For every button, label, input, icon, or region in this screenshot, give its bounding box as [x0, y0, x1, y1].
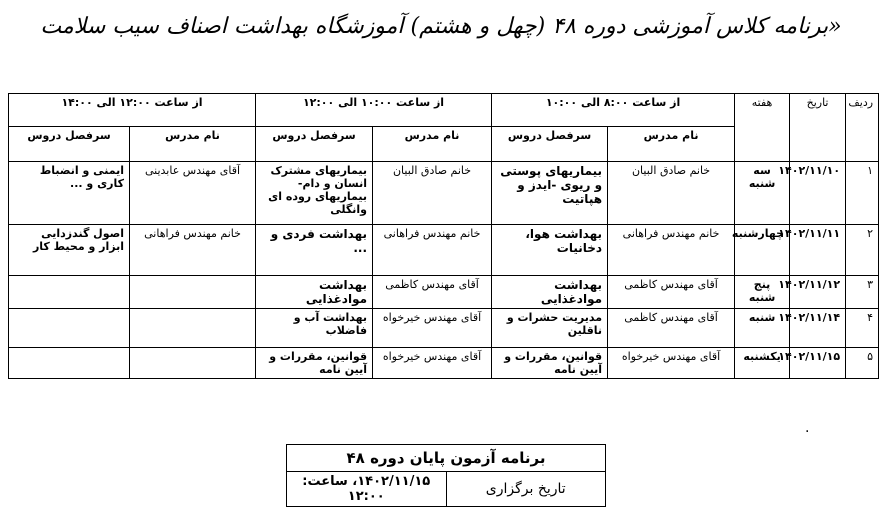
row-date: ۱۴۰۲/۱۱/۱۱	[790, 225, 846, 276]
topics-header: سرفصل دروس	[256, 127, 373, 162]
teacher-header: نام مدرس	[608, 127, 735, 162]
teacher-cell: آقای مهندس خیرخواه	[373, 309, 492, 348]
topics-header: سرفصل دروس	[9, 127, 130, 162]
teacher-cell: آقای مهندس کاظمی	[608, 276, 735, 309]
exam-title: برنامه آزمون پایان دوره ۴۸	[287, 445, 606, 472]
page-title: «برنامه کلاس آموزشی دوره ۴۸ (چهل و هشتم) آموزشگاه بهداشت اصناف سیب سلامت	[40, 14, 842, 39]
row-day: پنج شنبه	[735, 276, 790, 309]
row-date: ۱۴۰۲/۱۱/۱۲	[790, 276, 846, 309]
row-date: ۱۴۰۲/۱۱/۱۴	[790, 309, 846, 348]
row-date: ۱۴۰۲/۱۱/۱۰	[790, 162, 846, 225]
table-row	[9, 348, 879, 379]
time-slot-1: از ساعت ۸:۰۰ الی ۱۰:۰۰	[492, 94, 735, 127]
teacher-cell: آقای مهندس کاظمی	[608, 309, 735, 348]
time-slot-3: از ساعت ۱۲:۰۰ الی ۱۴:۰۰	[9, 94, 256, 127]
topic-cell	[9, 309, 130, 348]
topic-cell	[9, 348, 130, 379]
teacher-header: نام مدرس	[130, 127, 256, 162]
teacher-cell: خانم صادق البیان	[373, 162, 492, 225]
topic-cell: قوانین، مقررات و آیین نامه	[492, 348, 608, 379]
teacher-cell: خانم صادق البیان	[608, 162, 735, 225]
teacher-cell: آقای مهندس عابدینی	[130, 162, 256, 225]
col-row-header: ردیف	[846, 94, 879, 162]
topic-cell: بهداشت فردی و ...	[256, 225, 373, 276]
topic-cell: قوانین، مقررات و آیین نامه	[256, 348, 373, 379]
row-number: ۳	[846, 276, 879, 309]
topic-cell: اصول گندزدایی ابزار و محیط کار	[9, 225, 130, 276]
row-number: ۵	[846, 348, 879, 379]
topic-cell	[9, 276, 130, 309]
row-day: سه شنبه	[735, 162, 790, 225]
row-day: یکشنبه	[735, 348, 790, 379]
topic-cell: بهداشت موادغذایی	[256, 276, 373, 309]
row-number: ۴	[846, 309, 879, 348]
stray-dot: .	[805, 420, 810, 436]
topic-cell: بهداشت موادغذایی	[492, 276, 608, 309]
col-date-header: تاریخ	[790, 94, 846, 162]
time-slot-2: از ساعت ۱۰:۰۰ الی ۱۲:۰۰	[256, 94, 492, 127]
table-row	[9, 225, 879, 276]
table-row	[9, 162, 879, 225]
table-row	[9, 276, 879, 309]
row-number: ۱	[846, 162, 879, 225]
topic-cell: بهداشت هوا، دخانیات	[492, 225, 608, 276]
row-day: چهارشنبه	[735, 225, 790, 276]
teacher-cell: آقای مهندس خیرخواه	[373, 348, 492, 379]
table-row	[9, 309, 879, 348]
topic-cell: بیماریهای پوستی و ریوی -ایدز و هپاتیت	[492, 162, 608, 225]
exam-date-value: ۱۴۰۲/۱۱/۱۵، ساعت: ۱۲:۰۰	[287, 472, 447, 507]
exam-table	[286, 444, 606, 507]
teacher-header: نام مدرس	[373, 127, 492, 162]
col-week-header: هفته	[735, 94, 790, 162]
teacher-cell	[130, 276, 256, 309]
teacher-cell	[130, 309, 256, 348]
row-day: شنبه	[735, 309, 790, 348]
teacher-cell: خانم مهندس فراهانی	[373, 225, 492, 276]
topic-cell: مدیریت حشرات و ناقلین	[492, 309, 608, 348]
teacher-cell: خانم مهندس فراهانی	[130, 225, 256, 276]
teacher-cell: آقای مهندس خیرخواه	[608, 348, 735, 379]
teacher-cell	[130, 348, 256, 379]
exam-date-label: تاریخ برگزاری	[446, 472, 606, 507]
header-row	[9, 94, 879, 127]
schedule-table	[8, 93, 879, 379]
row-date: ۱۴۰۲/۱۱/۱۵	[790, 348, 846, 379]
topic-cell: بیماریهای مشترک انسان و دام- بیماریهای روده ای وانگلی	[256, 162, 373, 225]
teacher-cell: آقای مهندس کاظمی	[373, 276, 492, 309]
teacher-cell: خانم مهندس فراهانی	[608, 225, 735, 276]
topic-cell: بهداشت آب و فاضلاب	[256, 309, 373, 348]
topics-header: سرفصل دروس	[492, 127, 608, 162]
topic-cell: ایمنی و انضباط کاری و ...	[9, 162, 130, 225]
row-number: ۲	[846, 225, 879, 276]
